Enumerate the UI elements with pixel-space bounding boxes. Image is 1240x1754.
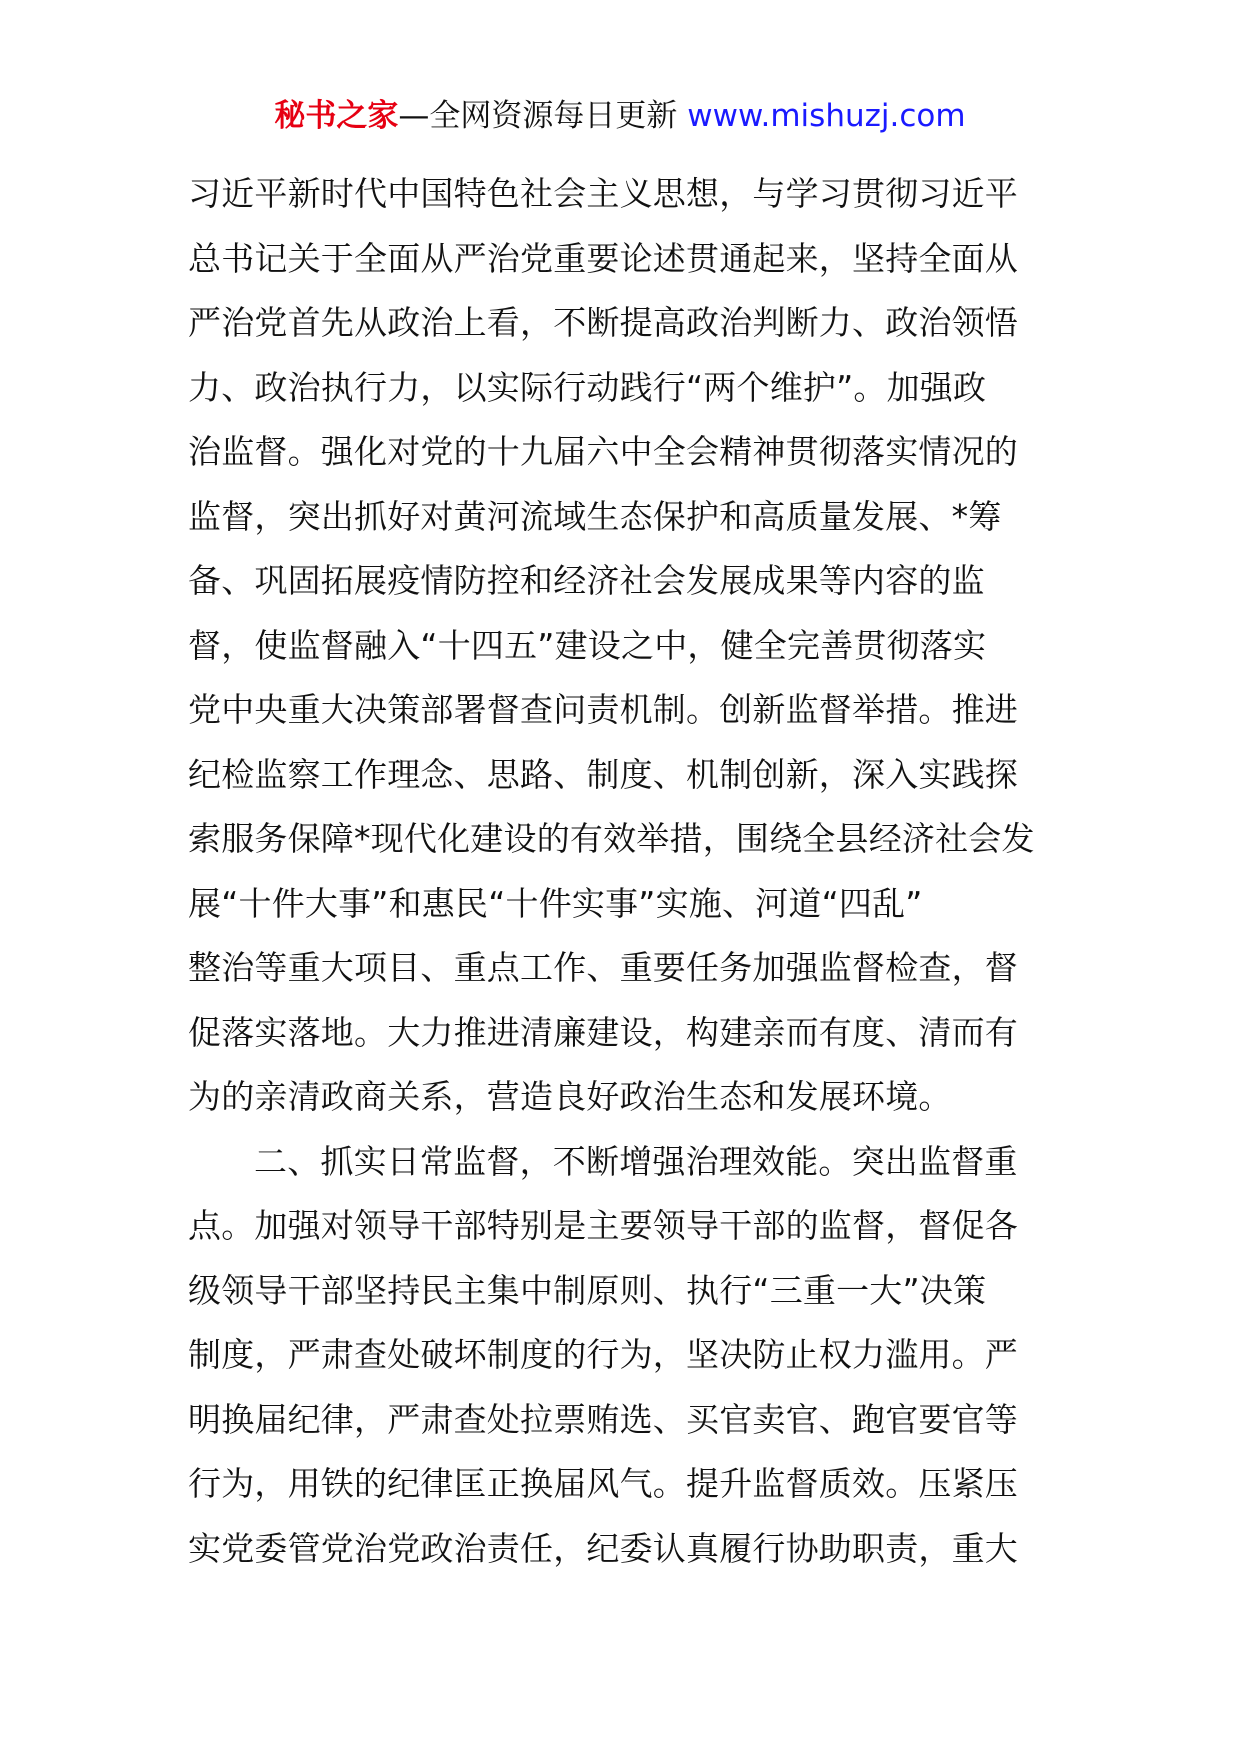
header-slogan: —全网资源每日更新 — [398, 98, 688, 134]
text-line: 监督，突出抓好对黄河流域生态保护和高质量发展、*筹 — [188, 496, 1002, 536]
text-line: 为的亲清政商关系，营造良好政治生态和发展环境。 — [188, 1077, 952, 1116]
text-line: 行为，用铁的纪律匡正换届风气。提升监督质效。压紧压 — [188, 1464, 1018, 1503]
site-url-link[interactable]: www.mishuzj.com — [687, 98, 966, 134]
text-line: 索服务保障*现代化建设的有效举措，围绕全县经济社会发 — [188, 819, 1035, 858]
document-body — [188, 162, 1058, 1581]
text-line: 纪检监察工作理念、思路、制度、机制创新，深入实践探 — [188, 754, 1018, 794]
text-line: 制度，严肃查处破坏制度的行为，坚决防止权力滥用。严 — [188, 1335, 1018, 1374]
text-line: 点。加强对领导干部特别是主要领导干部的监督，督促各 — [188, 1206, 1018, 1245]
text-line: 总书记关于全面从严治党重要论述贯通起来，坚持全面从 — [188, 238, 1018, 278]
text-line: 展“十件大事”和惠民“十件实事”实施、河道“四乱” — [188, 883, 923, 923]
text-line: 治监督。强化对党的十九届六中全会精神贯彻落实情况的 — [188, 432, 1018, 471]
text-line: 明换届纪律，严肃查处拉票贿选、买官卖官、跑官要官等 — [188, 1399, 1018, 1439]
text-line: 督，使监督融入“十四五”建设之中，健全完善贯彻落实 — [188, 625, 987, 665]
text-line: 整治等重大项目、重点工作、重要任务加强监督检查，督 — [188, 948, 1018, 987]
text-line: 实党委管党治党政治责任，纪委认真履行协助职责，重大 — [188, 1528, 1018, 1568]
text-line: 习近平新时代中国特色社会主义思想，与学习贯彻习近平 — [188, 174, 1018, 213]
brand-name: 秘书之家 — [274, 98, 399, 134]
text-line: 党中央重大决策部署督查问责机制。创新监督举措。推进 — [188, 690, 1018, 729]
text-line: 力、政治执行力，以实际行动践行“两个维护”。加强政 — [188, 367, 987, 407]
text-line: 严治党首先从政治上看，不断提高政治判断力、政治领悟 — [188, 303, 1018, 342]
section-heading-line: 二、抓实日常监督，不断增强治理效能。突出监督重 — [254, 1141, 1018, 1181]
text-line: 备、巩固拓展疫情防控和经济社会发展成果等内容的监 — [188, 561, 985, 600]
text-line: 促落实落地。大力推进清廉建设，构建亲而有度、清而有 — [188, 1012, 1018, 1052]
site-header — [0, 96, 1240, 136]
text-line: 级领导干部坚持民主集中制原则、执行“三重一大”决策 — [188, 1270, 987, 1310]
